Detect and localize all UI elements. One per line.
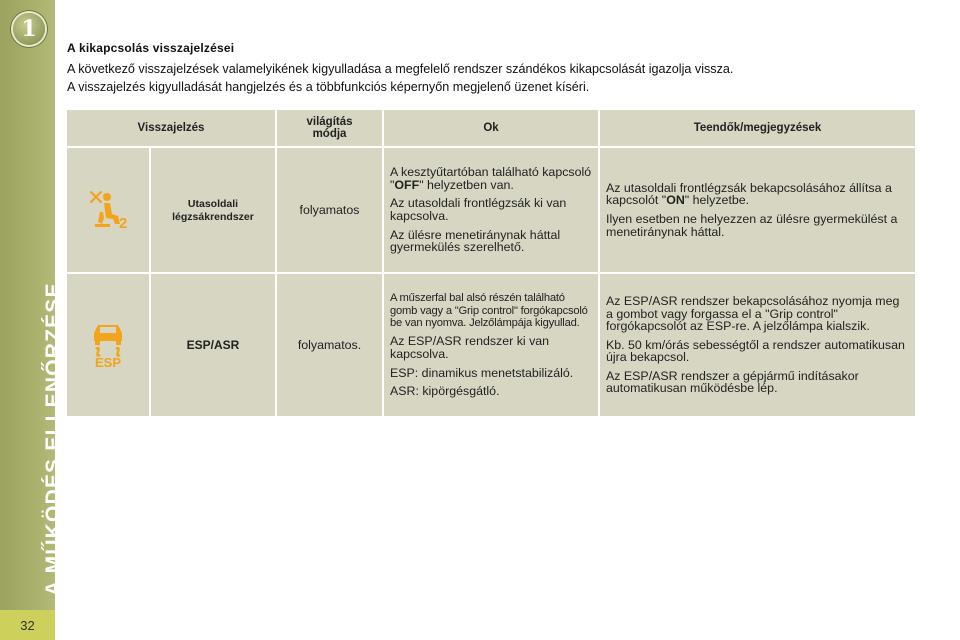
table-row — [67, 146, 915, 272]
action-2: Ilyen esetben ne helyezzen az ülésre gyermekülést a menetiránynak háttal. — [606, 212, 898, 239]
intro-section — [67, 41, 927, 97]
passenger-airbag-off-icon — [86, 188, 130, 233]
action-3: Az ESP/ASR rendszer a gépjármű indításakor automatikusan működésbe lép. — [606, 368, 859, 396]
warning-name-cell — [149, 146, 275, 272]
cause-1-off: OFF — [394, 177, 420, 192]
header-action: Teendők/megjegyzések — [598, 110, 915, 146]
header-mode — [275, 110, 382, 146]
chapter-number: 1 — [21, 16, 37, 42]
header-mode-line1: világítás — [306, 116, 353, 128]
cause-1-b: " helyzetben van. — [419, 177, 514, 192]
chapter-badge — [13, 13, 45, 45]
header-mode-line2: módja — [312, 128, 347, 140]
action-1-b: " helyzetbe. — [684, 193, 750, 208]
svg-text:2: 2 — [119, 214, 128, 230]
lighting-mode: folyamatos. — [275, 272, 382, 416]
lighting-mode: folyamatos — [275, 146, 382, 272]
cause-3: Az ülésre menetiránynak háttal gyermekülés szerelhető. — [390, 227, 561, 255]
cause-1-a: A kesztyűtartóban található kapcsoló " — [390, 165, 592, 192]
header-cause: Ok — [382, 110, 598, 146]
sidebar — [0, 0, 65, 640]
warning-name-line2: légzsákrendszer — [172, 211, 254, 223]
intro-line-2: A visszajelzés kigyulladását hangjelzés és a többfunkciós képernyőn megjelenő üzenet kíséri. — [67, 80, 590, 94]
page-number: 32 — [0, 610, 55, 640]
esp-off-icon — [86, 319, 130, 372]
action-cell — [598, 272, 915, 416]
action-2: Kb. 50 km/órás sebességtől a rendszer automatikusan újra bekapcsol. — [606, 337, 905, 365]
cause-1 — [390, 166, 592, 191]
cause-3: ESP: dinamikus menetstabilizáló. — [390, 365, 574, 380]
warning-name-line1: Utasoldali — [187, 198, 239, 210]
icon-cell — [67, 146, 149, 272]
table-header-row — [67, 110, 915, 146]
action-1-on: ON — [666, 193, 685, 208]
action-1-a: Az utasoldali frontlégzsák bekapcsolásához állítsa a kapcsolót " — [606, 180, 892, 208]
esp-icon-label: ESP — [94, 354, 122, 369]
header-warning: Visszajelzés — [67, 110, 275, 146]
icon-cell — [67, 272, 149, 416]
cause-cell — [382, 272, 598, 416]
warning-lamps-table — [67, 110, 915, 416]
action-1: Az ESP/ASR rendszer bekapcsolásához nyomja meg a gombot vagy forgassa el a "Grip control" forgókapcsolót az ESP-re. A jelzőlámpa kialszik. — [606, 293, 900, 334]
cause-4: ASR: kipörgésgátló. — [390, 384, 500, 399]
cause-2: Az utasoldali frontlégzsák ki van kapcsolva. — [390, 196, 567, 223]
intro-line-1: A következő visszajelzések valamelyikének kigyulladása a megfelelő rendszer szándékos kikapcsolását igazolja vissza. — [67, 62, 734, 76]
warning-name: ESP/ASR — [186, 337, 240, 352]
action-1 — [606, 182, 909, 207]
cause-2: Az ESP/ASR rendszer ki van kapcsolva. — [390, 334, 550, 362]
warning-name-cell — [149, 272, 275, 416]
table-row — [67, 272, 915, 416]
action-cell — [598, 146, 915, 272]
cause-cell — [382, 146, 598, 272]
cause-1: A műszerfal bal alsó részén található gomb vagy a "Grip control" forgókapcsoló be van nyomva. Jelzőlámpája kigyullad. — [390, 292, 588, 330]
section-heading: A kikapcsolás visszajelzései — [67, 41, 235, 55]
chapter-title: A MŰKÖDÉS ELLENŐRZÉSE — [42, 282, 65, 596]
